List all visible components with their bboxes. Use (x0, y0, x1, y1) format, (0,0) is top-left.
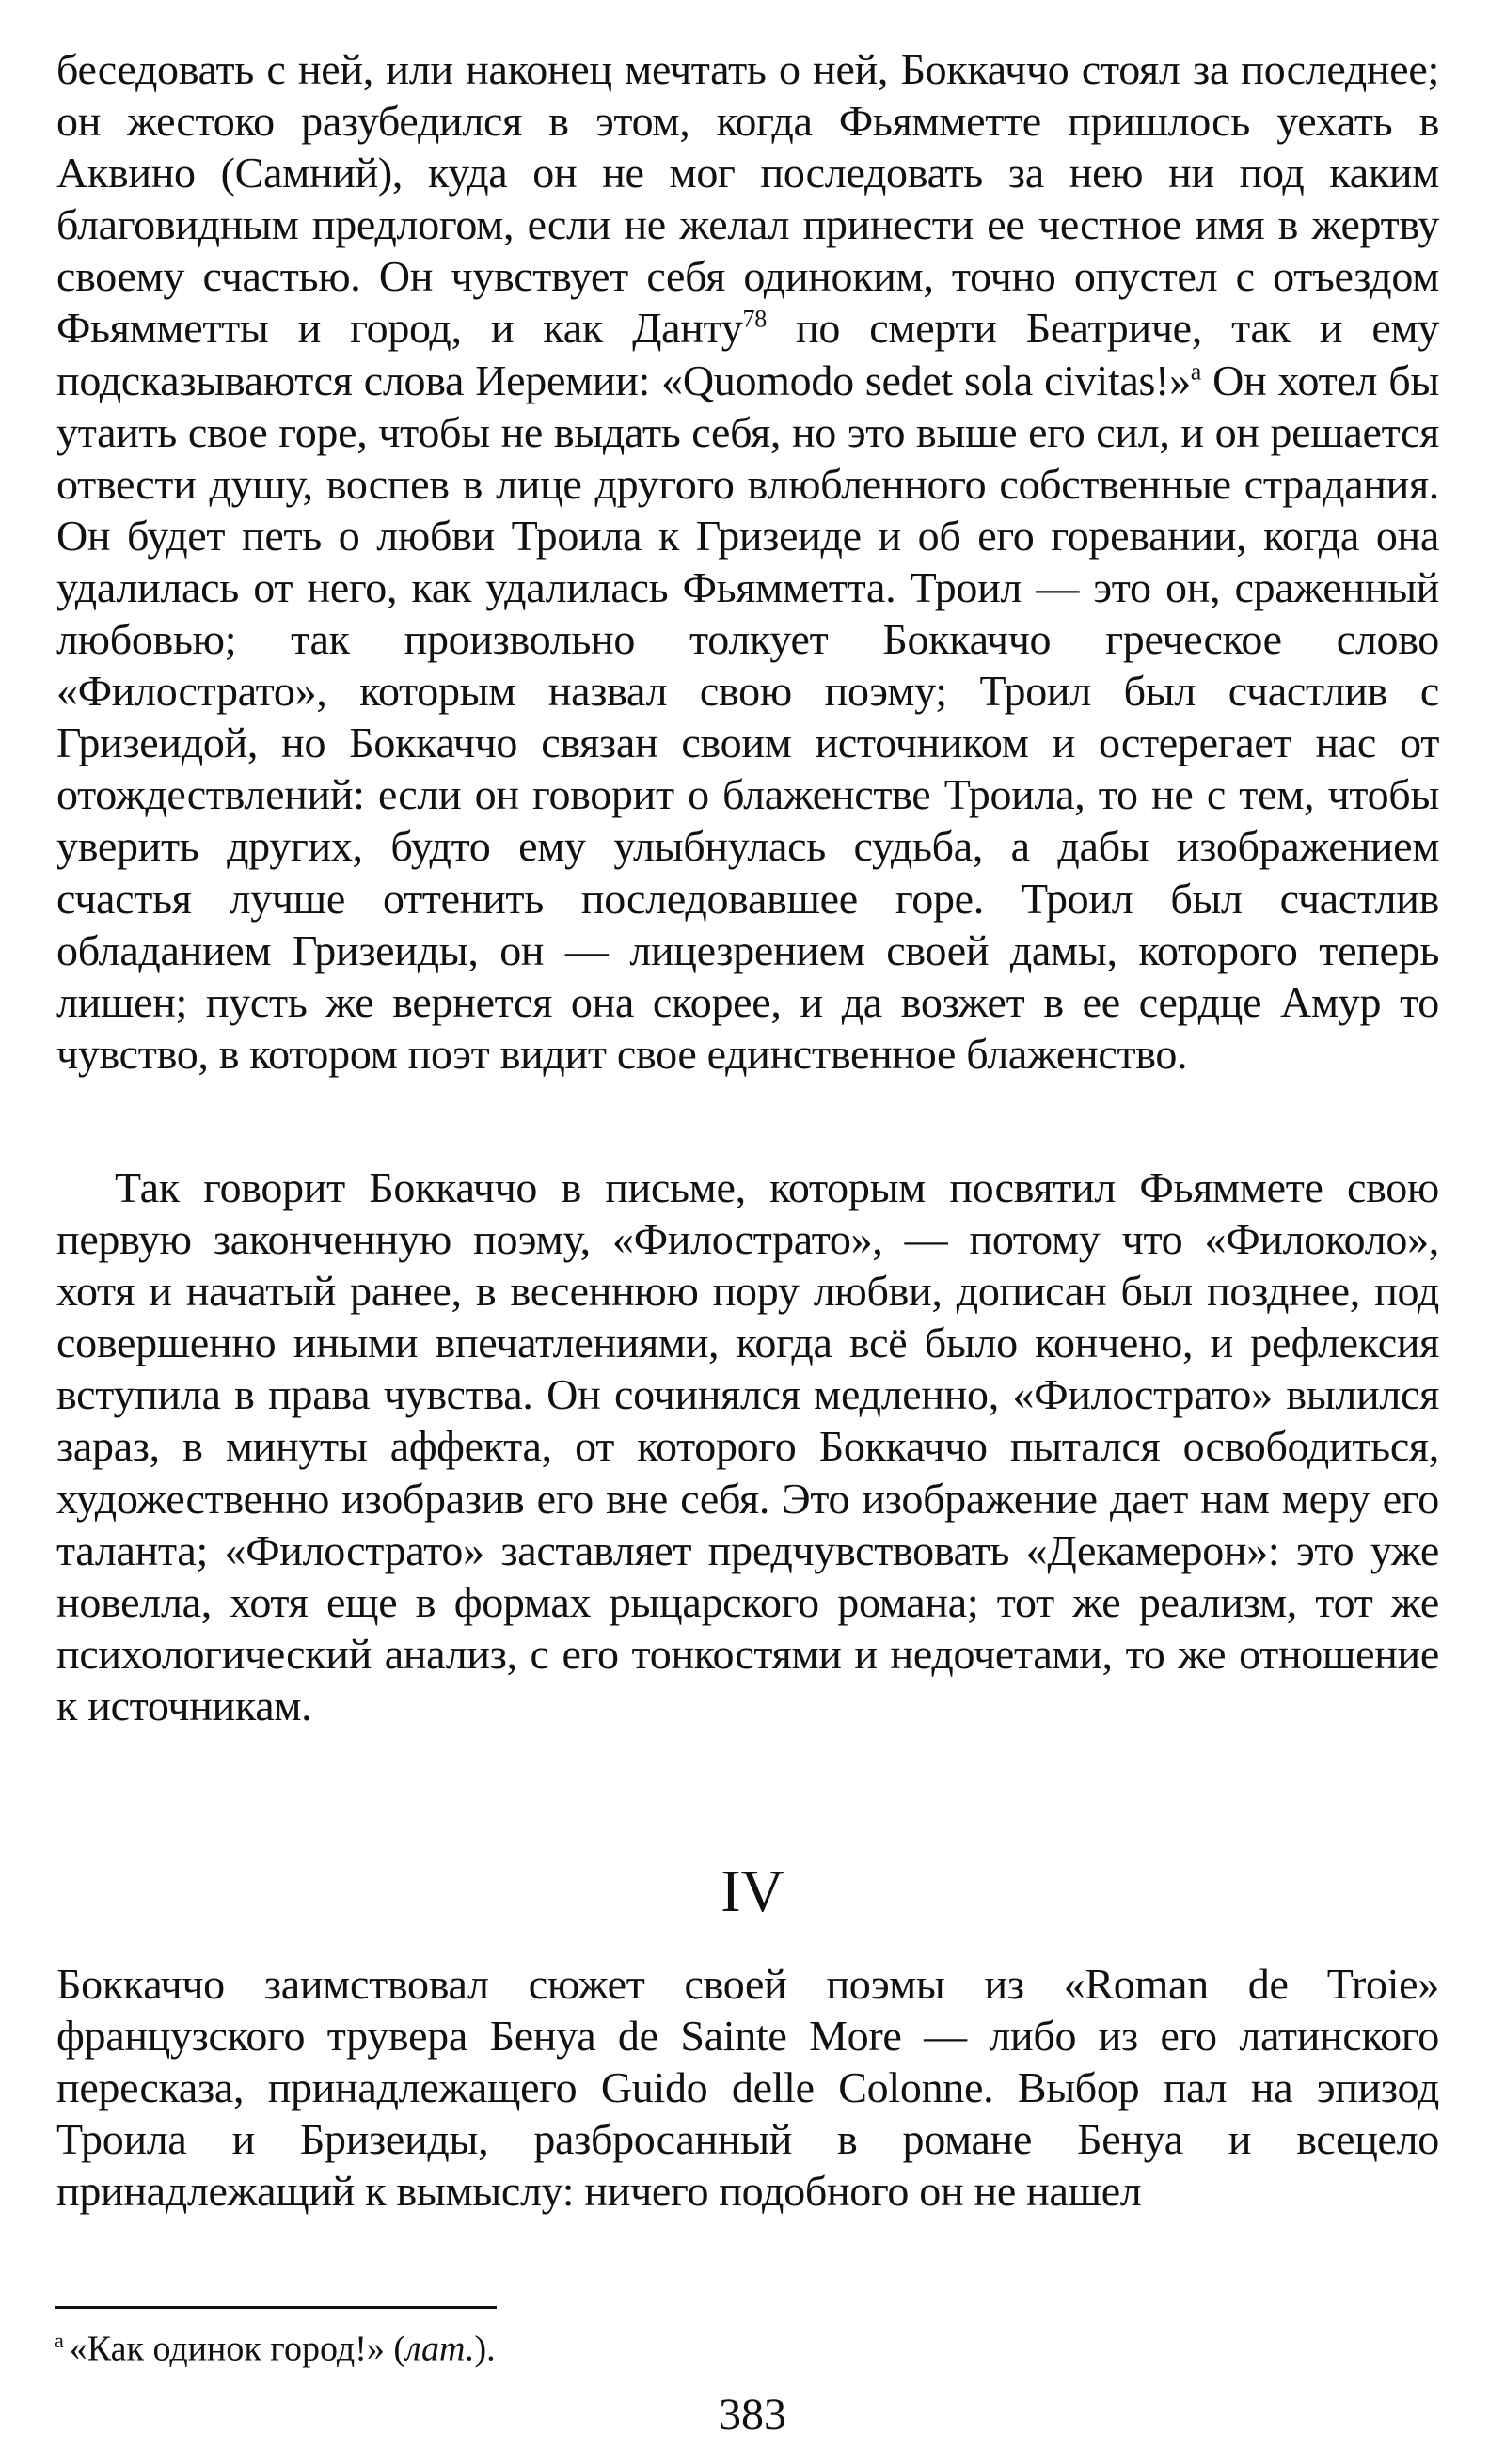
paragraph-1 (56, 43, 1439, 1080)
paragraph-2-text: Так говорит Боккаччо в письме, которым посвятил Фьяммете свою первую законченную поэму, «Филострато», — потому что «Филоколо», хотя и начатый ранее, в весеннюю пору любви, дописан был позднее, под совершенно иными впечатлениями, когда всё было кончено, и рефлексия вступила в права чувства. Он сочинялся медленно, «Филострато» вылился зараз, в минуты аффекта, от которого Боккаччо пытался освободиться, художественно изобразив его вне себя. Это изображение дает нам меру его таланта; «Филострато» заставляет предчувствовать «Декамерон»: это уже новелла, хотя еще в формах рыцарского романа; тот же реализм, тот же психологический анализ, с его тонкостями и недочетами, то же отношение к источникам. (56, 1163, 1439, 1730)
footnote-text: «Как одинок город!» (69, 2329, 394, 2369)
footnote (55, 2319, 1371, 2371)
page-number: 383 (719, 2390, 786, 2440)
paragraph-1-text-c: Он хотел бы утаить свое горе, чтобы не выдать себя, но это выше его сил, и он решается отвести душу, воспев в лице другого влюбленного собственные страдания. Он будет петь о любви Троила к Гризеиде и об его горевании, когда она удалилась от него, как удалилась Фьямметта. Троил — это он, сраженный любовью; так произвольно толкует Боккаччо греческое слово «Филострато», которым назвал свою поэму; Троил был счастлив с Гризеидой, но Боккаччо связан своим источником и остерегает нас от отождествлений: если он говорит о блаженстве Троила, то не с тем, чтобы уверить других, будто ему улыбнулась судьба, а дабы изображением счастья лучше оттенить последовавшее горе. Троил был счастлив обладанием Гризеиды, он — лицезрением своей дамы, которого теперь лишен; пусть же вернется она скорее, и да возжет в ее сердце Амур то чувство, в котором поэт видит свое единственное блаженство. (56, 355, 1439, 1078)
footnote-paren-close: ). (474, 2329, 496, 2369)
footnote-paren-open: ( (393, 2329, 406, 2369)
paragraph-3-text: Боккаччо заимствовал сюжет своей поэмы из «Roman de Troie» французского трувера Бенуа de Sainte More — либо из его латинского пересказа, принадлежащего Guido delle Colonne. Выбор пал на эпизод Троила и Бризеиды, разбросанный в романе Бенуа и всецело принадлежащий к вымыслу: ничего подобного он не нашел (56, 1960, 1439, 2216)
section-heading: IV (721, 1857, 784, 1924)
footnote-ref-a[interactable]: a (1190, 357, 1202, 386)
footnote-language: лат. (405, 2329, 475, 2369)
paragraph-2 (56, 1161, 1439, 1731)
paragraph-1-text-a: беседовать с ней, или наконец мечтать о ней, Боккаччо стоял за последнее; он жестоко разубедился в этом, когда Фьямметте пришлось уехать в Аквино (Самний), куда он не мог последовать за нею ни под каким благовидным предлогом, если не желал принести ее честное имя в жертву своему счастью. Он чувствует себя одиноким, точно опустел с отъездом Фьямметты и город, и как Данту (56, 45, 1439, 353)
paragraph-1-text-b: по смерти Беатриче, так и ему подсказываются слова Иеремии: «Quomodo sedet sola civitas!» (56, 304, 1439, 404)
paragraph-3 (56, 1958, 1439, 2217)
endnote-ref-78[interactable]: 78 (742, 306, 767, 334)
footnote-divider (55, 2306, 497, 2309)
footnote-mark: a (55, 2329, 64, 2352)
